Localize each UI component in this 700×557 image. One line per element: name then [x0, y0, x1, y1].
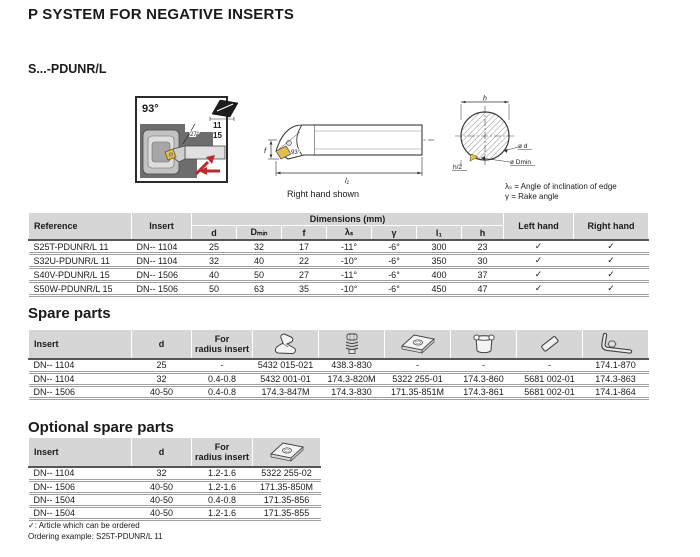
cell-part-number: 171.35-851M: [385, 385, 451, 398]
col-radius-line2: radius insert: [194, 344, 250, 354]
insert-size-list: [213, 121, 222, 140]
col-insert: Insert: [132, 213, 192, 241]
cell-lambda: -10°: [327, 254, 372, 268]
cell-insert: DN-- 1104: [132, 254, 192, 268]
cell-part-number: 174.3-830: [319, 385, 385, 398]
cell-lambda: -11°: [327, 268, 372, 282]
cell-part-number: 171.35-850M: [253, 480, 321, 493]
cell-part-number: -: [385, 359, 451, 372]
legend-lambda: λₛ = Angle of inclination of edge: [505, 182, 617, 191]
right-hand-checkmark: ✓: [574, 282, 649, 296]
symbol-legend: [505, 182, 617, 202]
cell-gamma: -6°: [372, 268, 417, 282]
left-hand-checkmark: ✓: [504, 254, 574, 268]
cell-part-number: 438.3-830: [319, 359, 385, 372]
col-l1: l₁: [417, 226, 462, 241]
table-row: [29, 480, 321, 493]
cell-lambda: -11°: [327, 240, 372, 254]
right-hand-caption: Right hand shown: [287, 189, 360, 199]
cell-insert: DN-- 1104: [29, 467, 132, 480]
bar-cross-section-diagram: [447, 94, 547, 174]
cell-part-number: 174.1-864: [583, 385, 649, 398]
dim-l1-label: l₁: [345, 176, 350, 185]
cell-part-number: 174.3-863: [583, 372, 649, 385]
table-row: [29, 282, 649, 296]
insert-size: 11: [213, 121, 222, 130]
dim-h-half-label: h/2: [453, 164, 463, 171]
spare-parts-heading: Spare parts: [28, 305, 111, 322]
cell-gamma: -6°: [372, 254, 417, 268]
insert-screw-dot: [169, 153, 172, 156]
cell-insert: DN-- 1506: [29, 480, 132, 493]
dim-f-label: f: [264, 146, 267, 155]
col-radius-line1: For: [214, 442, 230, 452]
clamp-screw-icon: [319, 330, 385, 360]
clamp-icon: [253, 330, 319, 360]
optional-spare-parts-table: [28, 437, 321, 521]
cell-part-number: 171.35-856: [253, 493, 321, 506]
col-h: h: [462, 226, 504, 241]
col-d: d: [192, 226, 237, 241]
insert-shape-icon: [209, 97, 241, 121]
col-reference: Reference: [29, 213, 132, 241]
hex-key-icon: [583, 330, 649, 360]
shim-seat-icon: [451, 330, 517, 360]
cell-h: 30: [462, 254, 504, 268]
cell-insert: DN-- 1104: [29, 359, 132, 372]
cell-radius: 1.2-1.6: [192, 480, 253, 493]
cell-f: 22: [282, 254, 327, 268]
cell-part-number: 5322 255-01: [385, 372, 451, 385]
head-angle-label: 93°: [142, 103, 159, 115]
cell-insert: DN-- 1104: [132, 240, 192, 254]
table-row: [29, 254, 649, 268]
cell-reference: S40V-PDUNR/L 15: [29, 268, 132, 282]
footnote-ordering-example: Ordering example: S25T-PDUNR/L 11: [28, 532, 163, 541]
cell-insert: DN-- 1504: [29, 506, 132, 519]
table-header-row: [29, 330, 649, 360]
cell-radius: 0.4-0.8: [192, 493, 253, 506]
cell-part-number: 5432 015-021: [253, 359, 319, 372]
dim-dia-d-label: ø d: [518, 143, 528, 150]
cell-d: 40-50: [132, 385, 192, 398]
cell-gamma: -6°: [372, 240, 417, 254]
col-dimensions-group: Dimensions (mm): [192, 213, 504, 226]
table-header-row: [29, 213, 649, 226]
left-hand-checkmark: ✓: [504, 240, 574, 254]
table-header-row: [29, 438, 321, 468]
cell-part-number: 174.3-820M: [319, 372, 385, 385]
cell-insert: DN-- 1506: [132, 282, 192, 296]
cell-reference: S32U-PDUNR/L 11: [29, 254, 132, 268]
secondary-angle-label: 27°: [190, 132, 200, 138]
cell-h: 47: [462, 282, 504, 296]
cell-insert: DN-- 1506: [132, 268, 192, 282]
dimensions-table: [28, 212, 649, 297]
bar-dimension-diagram: [262, 98, 442, 186]
col-right-hand: Right hand: [574, 213, 649, 241]
cell-dmin: 32: [237, 240, 282, 254]
cell-insert: DN-- 1104: [29, 372, 132, 385]
cell-f: 35: [282, 282, 327, 296]
footnote-ordering-check: ✓: Article which can be ordered: [28, 521, 140, 530]
right-hand-checkmark: ✓: [574, 268, 649, 282]
dim-dia-dmin-label: ø Dmin: [510, 159, 531, 166]
cell-reference: S25T-PDUNR/L 11: [29, 240, 132, 254]
cell-h: 23: [462, 240, 504, 254]
cell-part-number: 174.1-870: [583, 359, 649, 372]
table-row: [29, 385, 649, 398]
dim-h-label: h: [483, 95, 487, 103]
table-row: [29, 240, 649, 254]
col-d: d: [132, 330, 192, 360]
footnotes: [28, 520, 163, 542]
cell-gamma: -6°: [372, 282, 417, 296]
cell-lambda: -10°: [327, 282, 372, 296]
cell-radius: -: [192, 359, 253, 372]
table-row: [29, 467, 321, 480]
cell-d: 32: [132, 467, 192, 480]
col-lambda: λₛ: [327, 226, 372, 241]
col-radius-line1: For: [214, 334, 230, 344]
dim-angle-label: 93°: [291, 150, 301, 156]
col-f: f: [282, 226, 327, 241]
cell-d: 50: [192, 282, 237, 296]
right-hand-checkmark: ✓: [574, 240, 649, 254]
cell-l1: 350: [417, 254, 462, 268]
right-hand-checkmark: ✓: [574, 254, 649, 268]
table-row: [29, 506, 321, 519]
cell-part-number: 174.3-847M: [253, 385, 319, 398]
shim-icon: [385, 330, 451, 360]
cell-d: 40-50: [132, 480, 192, 493]
boring-bar-shape: [185, 146, 225, 159]
page-title: P SYSTEM FOR NEGATIVE INSERTS: [28, 6, 295, 23]
col-gamma: γ: [372, 226, 417, 241]
pin-icon: [517, 330, 583, 360]
table-row: [29, 372, 649, 385]
cell-d: 25: [132, 359, 192, 372]
cell-part-number: 174.3-860: [451, 372, 517, 385]
insert-size: 15: [213, 130, 222, 140]
cell-insert: DN-- 1504: [29, 493, 132, 506]
col-insert: Insert: [29, 330, 132, 360]
cell-d: 32: [192, 254, 237, 268]
cell-radius: 1.2-1.6: [192, 467, 253, 480]
left-hand-checkmark: ✓: [504, 268, 574, 282]
legend-gamma: γ = Rake angle: [505, 192, 559, 201]
cell-part-number: -: [451, 359, 517, 372]
col-insert: Insert: [29, 438, 132, 468]
col-radius-insert: [192, 438, 253, 468]
cell-l1: 300: [417, 240, 462, 254]
cell-d: 25: [192, 240, 237, 254]
cell-part-number: 5322 255-02: [253, 467, 321, 480]
tool-model-code: S...-PDUNR/L: [28, 62, 107, 76]
table-row: [29, 359, 649, 372]
col-radius-insert: [192, 330, 253, 360]
shim-icon: [253, 438, 321, 468]
cell-dmin: 50: [237, 268, 282, 282]
cell-h: 37: [462, 268, 504, 282]
left-hand-checkmark: ✓: [504, 282, 574, 296]
cell-part-number: 5681 002-01: [517, 372, 583, 385]
insert-screw-dot: [287, 141, 292, 146]
cell-part-number: -: [517, 359, 583, 372]
cell-insert: DN-- 1506: [29, 385, 132, 398]
cell-radius: 0.4-0.8: [192, 372, 253, 385]
cell-d: 32: [132, 372, 192, 385]
cell-dmin: 40: [237, 254, 282, 268]
spare-parts-table: [28, 329, 649, 400]
cell-radius: 1.2-1.6: [192, 506, 253, 519]
col-dmin: Dₘᵢₙ: [237, 226, 282, 241]
optional-spare-parts-heading: Optional spare parts: [28, 419, 174, 436]
cell-part-number: 174.3-861: [451, 385, 517, 398]
col-d: d: [132, 438, 192, 468]
cell-l1: 400: [417, 268, 462, 282]
col-radius-line2: radius insert: [194, 452, 250, 462]
cell-radius: 0.4-0.8: [192, 385, 253, 398]
table-row: [29, 493, 321, 506]
cell-reference: S50W-PDUNR/L 15: [29, 282, 132, 296]
cell-l1: 450: [417, 282, 462, 296]
cell-f: 27: [282, 268, 327, 282]
cell-d: 40-50: [132, 493, 192, 506]
cell-dmin: 63: [237, 282, 282, 296]
cell-d: 40: [192, 268, 237, 282]
cell-d: 40-50: [132, 506, 192, 519]
cell-part-number: 5432 001-01: [253, 372, 319, 385]
table-row: [29, 268, 649, 282]
cell-part-number: 5681 002-01: [517, 385, 583, 398]
cell-f: 17: [282, 240, 327, 254]
cell-part-number: 171.35-855: [253, 506, 321, 519]
col-left-hand: Left hand: [504, 213, 574, 241]
